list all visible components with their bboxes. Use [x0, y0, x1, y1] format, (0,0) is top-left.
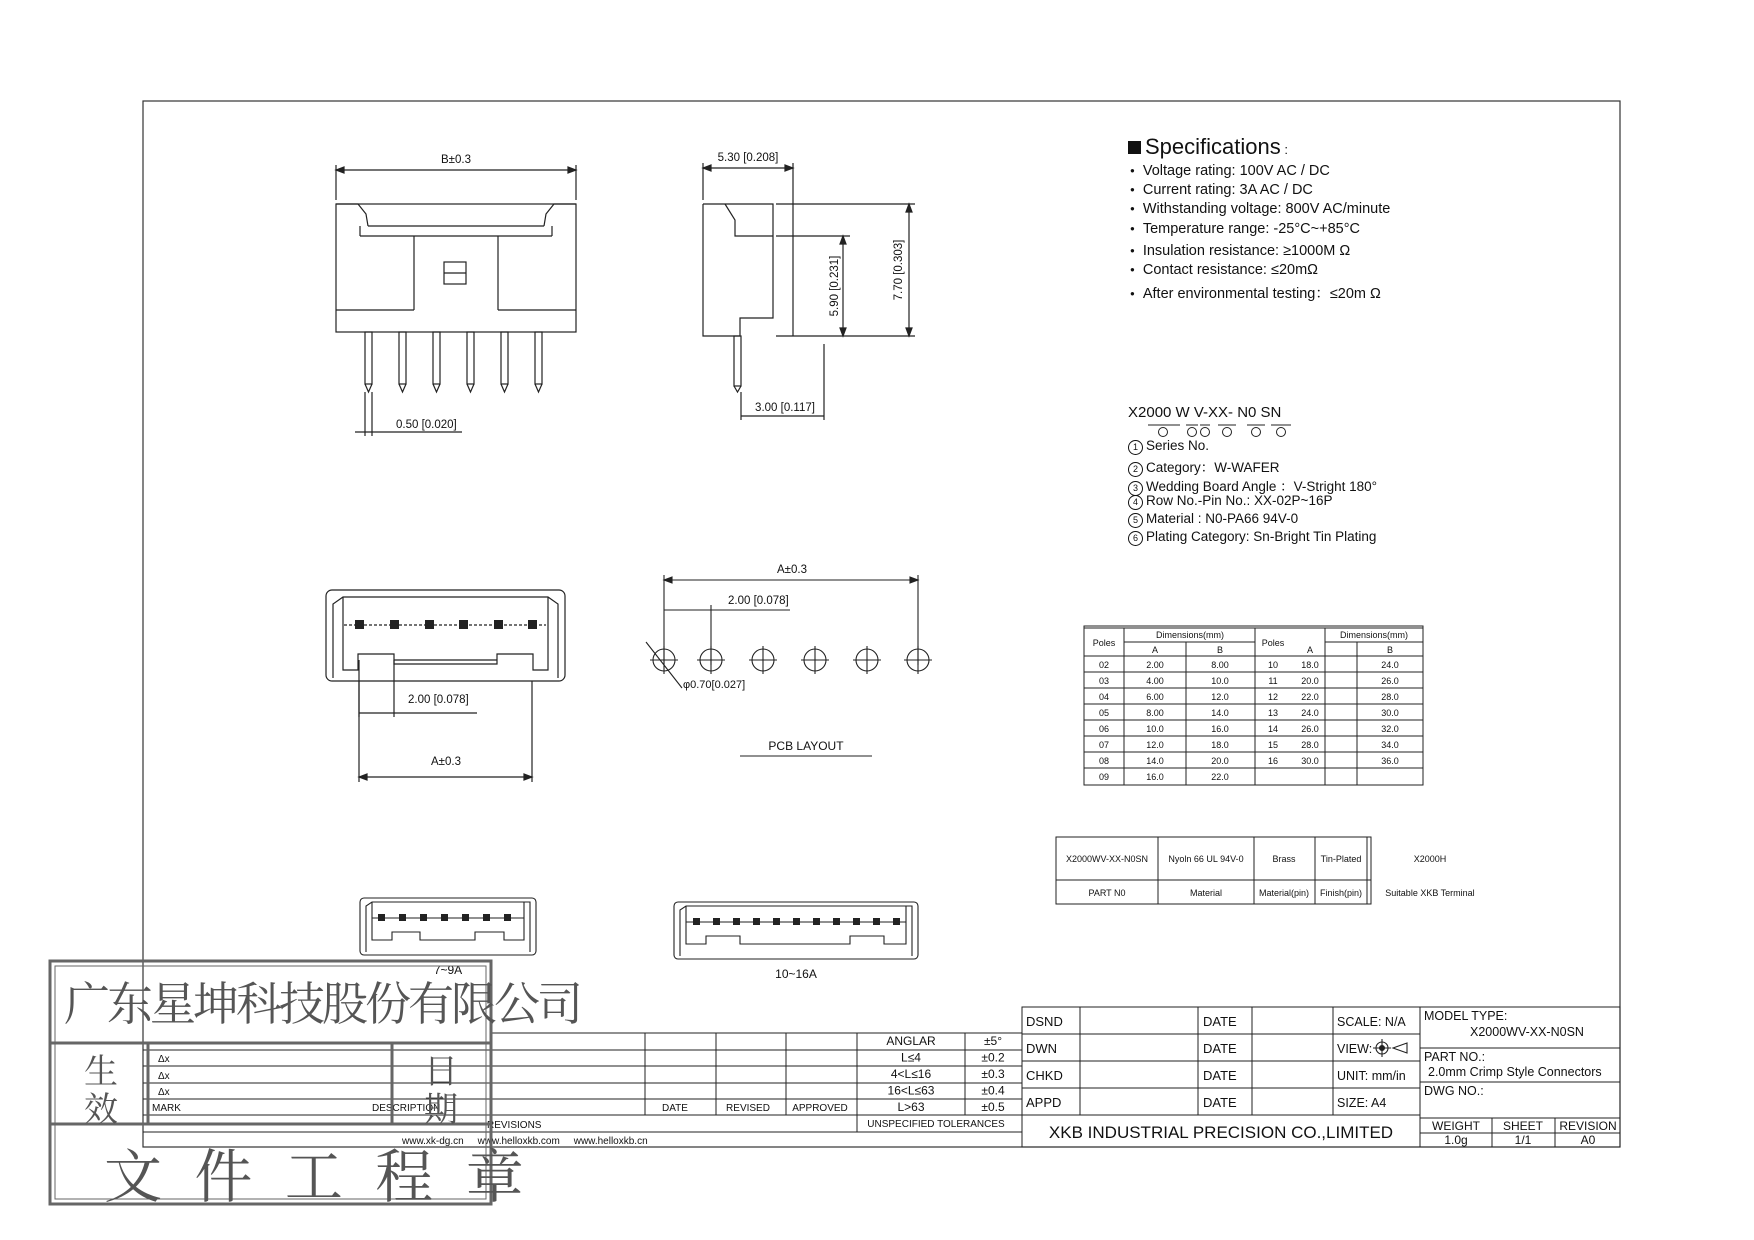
dim-table-cell: 4.00 — [1146, 676, 1164, 686]
dim-table-cell: 11 — [1268, 676, 1278, 686]
pcb-label: PCB LAYOUT — [768, 739, 844, 753]
spec-temperature: ● Temperature range: -25°C~+85°C — [1130, 221, 1360, 237]
part-code: X2000 W V-XX- N0 SN — [1128, 404, 1282, 421]
dim-table-dims-left: Dimensions(mm) — [1155, 630, 1225, 640]
dim-table-cell: 30.0 — [1381, 708, 1399, 718]
pcb-dim-hole: φ0.70[0.027] — [683, 679, 746, 691]
top-dim-a: A±0.3 — [431, 756, 461, 768]
dim-table-cell: 6.00 — [1146, 692, 1164, 702]
tolerance-cell: L≤4 — [901, 1050, 921, 1065]
dim-table-cell: 10.0 — [1146, 724, 1164, 734]
dim-table-cell: 16.0 — [1211, 724, 1229, 734]
spec-insulation: ● Insulation resistance: ≥1000M Ω — [1130, 243, 1350, 259]
part-no-value: 2.0mm Crimp Style Connectors — [1428, 1065, 1602, 1079]
dim-table-cell: 13 — [1267, 708, 1279, 718]
date-label-3: DATE — [1203, 1068, 1237, 1083]
stamp-date-1: 日 — [424, 1052, 458, 1092]
legend-number: 3 — [1128, 481, 1143, 496]
material-table-label: Material — [1189, 888, 1223, 898]
dim-table-cell: 14.0 — [1146, 756, 1164, 766]
tolerance-cell: 16<L≤63 — [887, 1083, 935, 1098]
sheet-value: 1/1 — [1514, 1133, 1532, 1147]
legend-item-6 — [1128, 529, 1376, 546]
specifications-title: Specifications : — [1128, 134, 1288, 160]
spec-current: ● Current rating: 3A AC / DC — [1130, 182, 1313, 198]
date-label-4: DATE — [1203, 1095, 1237, 1110]
dim-table-cell: 22.0 — [1211, 772, 1229, 782]
rev-header-date: DATE — [662, 1103, 688, 1114]
tolerance-cell: ±5° — [983, 1034, 1003, 1048]
dim-table-cell: 10 — [1267, 660, 1279, 670]
dim-table-cell: 07 — [1098, 740, 1110, 750]
date-label-2: DATE — [1203, 1041, 1237, 1056]
pcb-dim-pitch: 2.00 [0.078] — [728, 595, 789, 607]
square-bullet-icon — [1128, 141, 1141, 154]
dim-table-cell: 8.00 — [1146, 708, 1164, 718]
stamp-date-2: 期 — [424, 1090, 458, 1130]
side-dim-width: 5.30 [0.208] — [717, 152, 779, 164]
legend-number: 1 — [1128, 440, 1143, 455]
dim-table-cell: 34.0 — [1381, 740, 1399, 750]
legend-text: Wedding Board Angle ：V-Stright 180° — [1146, 479, 1378, 494]
legend-text: Material : N0-PA66 94V-0 — [1146, 511, 1299, 526]
signer-chkd: CHKD — [1026, 1068, 1063, 1083]
side-dim-h1: 5.90 [0.231] — [829, 255, 841, 317]
material-table-value: Tin-Plated — [1320, 854, 1362, 864]
dwg-no-label: DWG NO.: — [1424, 1084, 1484, 1098]
revision-label: REVISION — [1559, 1119, 1617, 1133]
material-table-label: PART N0 — [1088, 888, 1126, 898]
dim-table-poles-right: Poles — [1261, 638, 1285, 648]
dim-table-cell: 16 — [1267, 756, 1279, 766]
tolerance-cell: ±0.5 — [981, 1100, 1005, 1114]
dim-table-cell: 26.0 — [1301, 724, 1319, 734]
material-table-label: Suitable XKB Terminal — [1385, 888, 1475, 898]
stamp-effective-1: 生 — [84, 1052, 118, 1092]
dim-table-cell: 28.0 — [1301, 740, 1319, 750]
spec-voltage: ● Voltage rating: 100V AC / DC — [1130, 163, 1330, 179]
weight-label: WEIGHT — [1432, 1119, 1480, 1133]
tolerance-cell: ±0.4 — [981, 1083, 1005, 1098]
dim-table-cell: 32.0 — [1381, 724, 1399, 734]
revisions-label: REVISIONS — [487, 1120, 542, 1131]
dim-table-cell: 18.0 — [1301, 660, 1319, 670]
tolerance-cell: ±0.2 — [981, 1050, 1005, 1065]
legend-item-1 — [1128, 438, 1209, 455]
material-table-value: Nyoln 66 UL 94V-0 — [1168, 854, 1244, 864]
rev-mark-2: Δx — [158, 1071, 170, 1082]
material-table-value: X2000WV-XX-N0SN — [1065, 854, 1149, 864]
spec-withstanding: ● Withstanding voltage: 800V AC/minute — [1130, 201, 1390, 217]
top-dim-pitch: 2.00 [0.078] — [408, 694, 469, 706]
dim-table-cell: 20.0 — [1301, 676, 1319, 686]
dim-table-a-right: A — [1306, 645, 1314, 655]
front-dim-b: B±0.3 — [441, 154, 471, 166]
dim-table-cell: 03 — [1098, 676, 1110, 686]
side-dim-h2: 7.70 [0.303] — [893, 239, 905, 301]
stamp-effective-2: 效 — [84, 1090, 118, 1130]
dim-table-cell: 06 — [1098, 724, 1110, 734]
dim-table-cell: 30.0 — [1301, 756, 1319, 766]
tolerance-cell: 4<L≤16 — [890, 1067, 932, 1081]
dim-table-b-right: B — [1386, 645, 1394, 655]
material-table-label: Finish(pin) — [1319, 888, 1363, 898]
dim-table-cell: 20.0 — [1211, 756, 1229, 766]
dim-table-cell: 36.0 — [1381, 756, 1399, 766]
weight-value: 1.0g — [1444, 1133, 1468, 1147]
tolerance-cell: ANGLAR — [886, 1034, 936, 1048]
legend-text: Category：W-WAFER — [1146, 460, 1280, 475]
model-type-value: X2000WV-XX-N0SN — [1470, 1025, 1584, 1039]
rev-header-revised: REVISED — [726, 1103, 770, 1114]
dim-table-cell: 10.0 — [1211, 676, 1229, 686]
material-table-label: Material(pin) — [1258, 888, 1310, 898]
websites: www.xk-dg.cn www.helloxkb.com www.helloxkb.cn — [402, 1136, 648, 1147]
legend-number: 2 — [1128, 462, 1143, 477]
rev-header-description: DESCRIPTION — [372, 1103, 441, 1114]
dim-table-cell: 16.0 — [1146, 772, 1164, 782]
dim-table-cell: 15 — [1267, 740, 1279, 750]
stamp-company: 广东星坤科技股份有限公司 — [64, 977, 580, 1031]
small-view-left-label: 7~9A — [433, 963, 463, 977]
dim-table-cell: 12.0 — [1146, 740, 1164, 750]
rev-header-mark: MARK — [152, 1103, 181, 1114]
dim-table-b-left: B — [1216, 645, 1224, 655]
front-dim-pin: 0.50 [0.020] — [396, 419, 457, 431]
legend-number: 4 — [1128, 495, 1143, 510]
dim-table-cell: 8.00 — [1211, 660, 1229, 670]
scale-label: SCALE: N/A — [1337, 1015, 1406, 1029]
dim-table-a-left: A — [1151, 645, 1159, 655]
material-table-value: Brass — [1272, 854, 1296, 864]
side-dim-pin: 3.00 [0.117] — [755, 402, 815, 414]
tolerance-cell: L>63 — [897, 1100, 925, 1114]
rev-mark-3: Δx — [158, 1087, 170, 1098]
legend-item-2 — [1128, 456, 1280, 477]
dim-table-dims-right: Dimensions(mm) — [1339, 630, 1409, 640]
legend-number: 6 — [1128, 531, 1143, 546]
rev-header-approved: APPROVED — [792, 1103, 848, 1114]
legend-text: Plating Category: Sn-Bright Tin Plating — [1146, 529, 1377, 544]
dim-table-cell: 09 — [1098, 772, 1110, 782]
signer-dsnd: DSND — [1026, 1014, 1063, 1029]
dim-table-cell: 24.0 — [1301, 708, 1319, 718]
dim-table-poles-left: Poles — [1092, 638, 1116, 648]
specifications-title-text: Specifications — [1145, 134, 1281, 159]
size-label: SIZE: A4 — [1337, 1096, 1387, 1110]
dim-table-cell: 18.0 — [1211, 740, 1229, 750]
dim-table-cell: 02 — [1098, 660, 1110, 670]
legend-text: Series No. — [1146, 438, 1210, 453]
legend-item-5 — [1128, 511, 1298, 528]
company-name: XKB INDUSTRIAL PRECISION CO.,LIMITED — [1048, 1123, 1394, 1142]
dim-table-cell: 12 — [1267, 692, 1279, 702]
date-label-1: DATE — [1203, 1014, 1237, 1029]
signer-appd: APPD — [1026, 1095, 1062, 1110]
revision-value: A0 — [1580, 1133, 1596, 1147]
small-view-right-label: 10~16A — [775, 967, 817, 981]
dim-table-cell: 14.0 — [1211, 708, 1229, 718]
dim-table-cell: 26.0 — [1381, 676, 1399, 686]
spec-contact: ● Contact resistance: ≤20mΩ — [1130, 262, 1318, 278]
dim-table-cell: 28.0 — [1381, 692, 1399, 702]
legend-item-4 — [1128, 493, 1332, 510]
dim-table-cell: 2.00 — [1146, 660, 1164, 670]
material-table-value: X2000H — [1413, 854, 1447, 864]
model-type-label: MODEL TYPE: — [1424, 1009, 1508, 1023]
dim-table-cell: 12.0 — [1211, 692, 1229, 702]
rev-mark-1: Δx — [158, 1054, 170, 1065]
dim-table-cell: 05 — [1098, 708, 1110, 718]
legend-text: Row No.-Pin No.: XX-02P~16P — [1146, 493, 1333, 508]
signer-dwn: DWN — [1026, 1041, 1058, 1056]
unit-label: UNIT: mm/in — [1337, 1069, 1406, 1083]
part-no-label: PART NO.: — [1424, 1050, 1486, 1064]
dim-table-cell: 22.0 — [1301, 692, 1319, 702]
sheet-label: SHEET — [1502, 1119, 1544, 1133]
spec-environmental: ● After environmental testing：≤20m Ω — [1130, 282, 1381, 303]
unspecified-tolerances: UNSPECIFIED TOLERANCES — [867, 1119, 1005, 1130]
dim-table-cell: 14 — [1267, 724, 1279, 734]
pcb-dim-a: A±0.3 — [777, 564, 807, 576]
legend-number: 5 — [1128, 513, 1143, 528]
tolerance-cell: ±0.3 — [981, 1067, 1005, 1081]
stamp-doc: 文 件 工 程 章 — [104, 1143, 524, 1211]
view-label: VIEW: — [1337, 1042, 1373, 1056]
dim-table-cell: 24.0 — [1381, 660, 1399, 670]
dim-table-cell: 08 — [1098, 756, 1110, 766]
dim-table-cell: 04 — [1098, 692, 1110, 702]
